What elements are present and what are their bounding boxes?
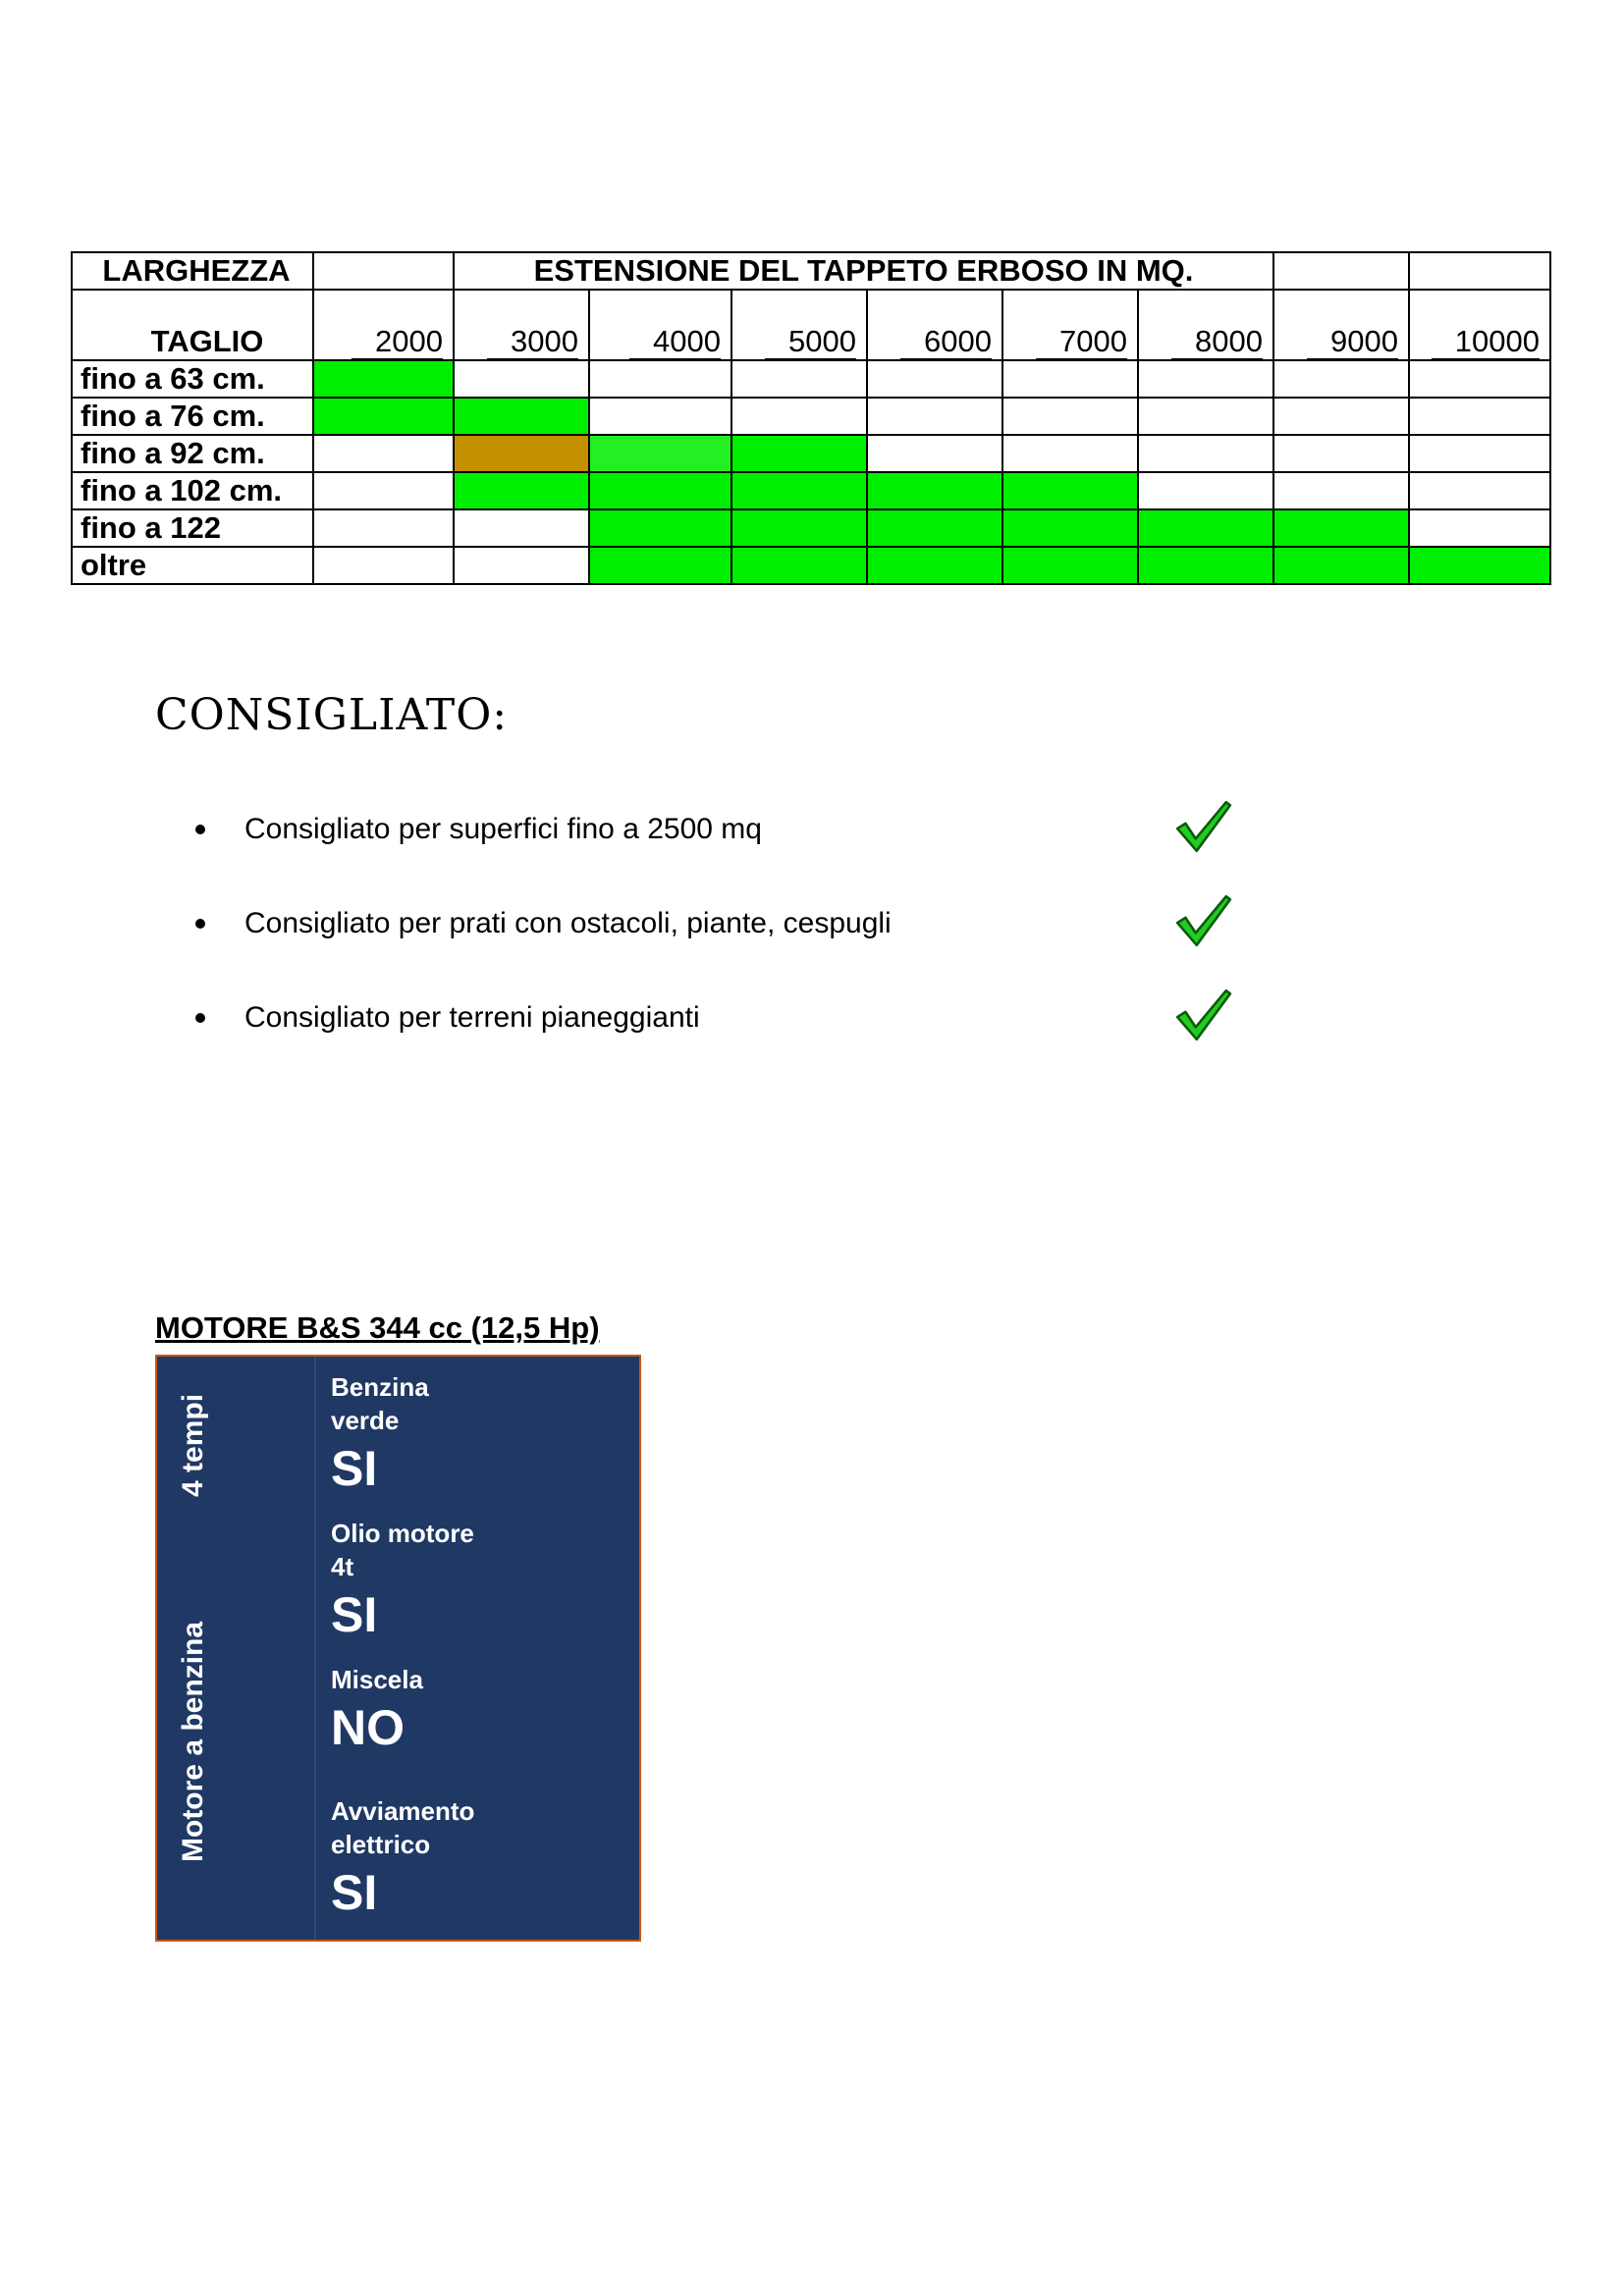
table-cell-highlighted <box>313 398 454 435</box>
table-cell <box>589 360 731 398</box>
list-item <box>191 800 1272 859</box>
table-cell <box>1138 435 1273 472</box>
table-cell-highlighted <box>589 472 731 509</box>
feature-label: Avviamento elettrico <box>331 1796 475 1859</box>
column-header: 4000 <box>589 290 731 360</box>
feature-label: Olio motore 4t <box>331 1519 474 1581</box>
row-label: fino a 102 cm. <box>72 472 313 509</box>
divider <box>314 1357 316 1940</box>
row-label: fino a 76 cm. <box>72 398 313 435</box>
column-header: 3000 <box>454 290 589 360</box>
consigliato-heading: CONSIGLIATO: <box>155 690 509 740</box>
side-label-motore-benzina: Motore a benzina <box>177 1621 209 1862</box>
table-cell-highlighted <box>1138 509 1273 547</box>
header-empty-cell <box>313 252 454 290</box>
table-cell <box>1273 398 1409 435</box>
list-item-text: Consigliato per terreni pianeggianti <box>244 1001 700 1034</box>
column-header: 9000 <box>1273 290 1409 360</box>
table-cell-highlighted <box>731 435 867 472</box>
feature-label: Benzina verde <box>331 1372 429 1435</box>
table-cell-highlighted <box>1002 509 1138 547</box>
table-cell <box>1138 360 1273 398</box>
table-cell <box>731 360 867 398</box>
table-cell <box>1273 435 1409 472</box>
table-cell <box>1409 472 1550 509</box>
table-cell <box>1273 472 1409 509</box>
table-cell-highlighted <box>1409 547 1550 584</box>
column-header: 7000 <box>1002 290 1138 360</box>
header-empty-cell <box>1273 252 1409 290</box>
column-header: 8000 <box>1138 290 1273 360</box>
bullet-icon <box>195 1013 205 1023</box>
table-cell <box>313 472 454 509</box>
header-empty-cell <box>1409 252 1550 290</box>
table-cell <box>313 435 454 472</box>
table-row <box>72 472 1550 509</box>
feature-value: NO <box>331 1700 405 1755</box>
motor-spec-box <box>155 1355 641 1942</box>
table-cell <box>454 360 589 398</box>
table-cell <box>867 435 1002 472</box>
table-cell <box>1409 398 1550 435</box>
table-subheader-row <box>72 290 1550 360</box>
table-cell-highlighted <box>1002 547 1138 584</box>
table-row <box>72 435 1550 472</box>
feature-value: SI <box>331 1865 378 1920</box>
table-cell-highlighted <box>589 435 731 472</box>
table-cell <box>867 360 1002 398</box>
table-cell <box>313 547 454 584</box>
table-cell <box>454 509 589 547</box>
table-cell-highlighted <box>454 398 589 435</box>
feature-value: SI <box>331 1441 378 1496</box>
header-taglio: TAGLIO <box>72 290 313 360</box>
row-label: fino a 122 <box>72 509 313 547</box>
table-cell-highlighted <box>867 472 1002 509</box>
table-cell <box>1138 398 1273 435</box>
table-cell-highlighted <box>1138 547 1273 584</box>
table-cell-highlighted <box>454 435 589 472</box>
feature-miscela <box>331 1663 488 1759</box>
row-label: oltre <box>72 547 313 584</box>
feature-benzina-verde <box>331 1370 488 1500</box>
motor-heading: MOTORE B&S 344 cc (12,5 Hp) <box>155 1310 600 1345</box>
check-icon <box>1173 890 1234 951</box>
table-row <box>72 547 1550 584</box>
table-cell-highlighted <box>867 547 1002 584</box>
table-cell <box>313 509 454 547</box>
lawn-size-table <box>71 251 1551 585</box>
bullet-icon <box>195 825 205 834</box>
table-cell <box>1273 360 1409 398</box>
row-label: fino a 63 cm. <box>72 360 313 398</box>
table-cell-highlighted <box>1273 547 1409 584</box>
list-item-text: Consigliato per prati con ostacoli, piante, cespugli <box>244 907 892 939</box>
table-cell <box>589 398 731 435</box>
feature-olio-motore <box>331 1517 488 1646</box>
table-cell-highlighted <box>867 509 1002 547</box>
header-larghezza: LARGHEZZA <box>72 252 313 290</box>
column-header: 6000 <box>867 290 1002 360</box>
side-label-4-tempi: 4 tempi <box>177 1393 209 1497</box>
table-cell <box>731 398 867 435</box>
check-icon <box>1173 796 1234 857</box>
table-cell-highlighted <box>731 472 867 509</box>
table-cell <box>1002 360 1138 398</box>
list-item <box>191 988 1272 1047</box>
table-cell <box>867 398 1002 435</box>
table-cell-highlighted <box>731 547 867 584</box>
row-label: fino a 92 cm. <box>72 435 313 472</box>
bullet-icon <box>195 919 205 929</box>
table-cell <box>1138 472 1273 509</box>
feature-value: SI <box>331 1587 378 1642</box>
table-cell-highlighted <box>589 509 731 547</box>
column-header: 2000 <box>313 290 454 360</box>
table-cell-highlighted <box>731 509 867 547</box>
table-cell <box>1409 435 1550 472</box>
header-title: ESTENSIONE DEL TAPPETO ERBOSO IN MQ. <box>454 252 1273 290</box>
table-cell-highlighted <box>589 547 731 584</box>
table-cell <box>1002 398 1138 435</box>
table-cell <box>1409 509 1550 547</box>
check-icon <box>1173 985 1234 1045</box>
table-row <box>72 360 1550 398</box>
table-cell <box>454 547 589 584</box>
feature-label: Miscela <box>331 1665 423 1694</box>
table-cell-highlighted <box>1002 472 1138 509</box>
list-item-text: Consigliato per superfici fino a 2500 mq <box>244 813 762 845</box>
table-cell-highlighted <box>1273 509 1409 547</box>
table-row <box>72 509 1550 547</box>
list-item <box>191 894 1272 953</box>
feature-avviamento-elettrico <box>331 1794 488 1924</box>
table-cell <box>1409 360 1550 398</box>
table-cell-highlighted <box>454 472 589 509</box>
column-header: 10000 <box>1409 290 1550 360</box>
table-cell-highlighted <box>313 360 454 398</box>
table-row <box>72 398 1550 435</box>
column-header: 5000 <box>731 290 867 360</box>
table-header-row <box>72 252 1550 290</box>
table-cell <box>1002 435 1138 472</box>
